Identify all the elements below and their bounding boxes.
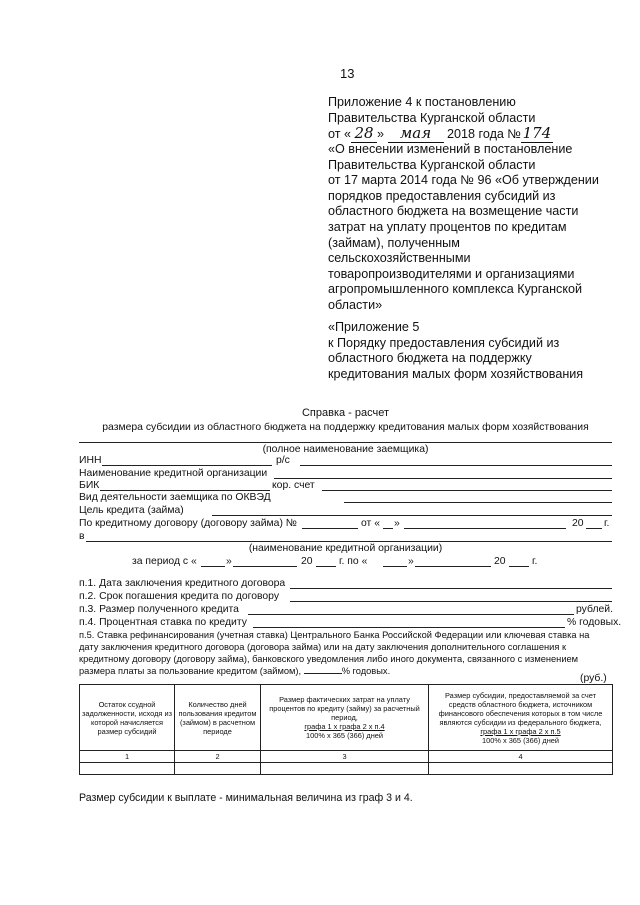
period-year1 xyxy=(316,566,336,567)
p5-line-last xyxy=(79,665,589,677)
period-g: г. xyxy=(532,556,538,567)
unit-label: (руб.) xyxy=(580,673,607,684)
table-row xyxy=(80,763,613,775)
okved-label: Вид деятельности заемщика по ОКВЭД xyxy=(79,492,271,503)
borrower-caption: (полное наименование заемщика) xyxy=(262,444,429,455)
header-actual-costs xyxy=(261,685,429,751)
period-month1 xyxy=(233,566,297,567)
kor-field xyxy=(322,490,612,491)
header-line2: Правительства Курганской области xyxy=(328,111,536,125)
rs-label: р/с xyxy=(276,455,290,466)
header-body-line: затрат на уплату процентов по кредитам xyxy=(328,219,567,234)
divisor-col3: 100% х 365 (366) дней xyxy=(305,731,384,740)
col-number: 2 xyxy=(175,751,261,763)
divisor-col4: 100% х 365 (366) дней xyxy=(481,735,560,745)
contract-year: 20 xyxy=(572,518,584,529)
period-q1: » xyxy=(226,556,232,567)
header-subsidy xyxy=(429,685,613,751)
handwritten-month: мая xyxy=(388,126,444,143)
col-number: 3 xyxy=(261,751,429,763)
header-subsidy-text: Размер субсидии, предоставляемой за счет средств областного бюджета, источником финансового обеспечения которых в том числе являются субсидии из федерального бюджета, xyxy=(438,690,603,727)
calculation-table xyxy=(79,684,613,775)
formula-col3: графа 1 х графа 2 х п.4 xyxy=(304,722,385,731)
header-body-line: от 17 марта 2014 года № 96 «Об утверждении xyxy=(328,173,599,188)
p3-unit: рублей. xyxy=(576,604,613,615)
contract-q: » xyxy=(394,518,400,529)
date-prefix: от « xyxy=(328,127,351,141)
okved-field xyxy=(344,502,612,503)
period-label: за период с « xyxy=(132,556,197,567)
col-number: 1 xyxy=(80,751,175,763)
table-cell xyxy=(175,763,261,775)
table-number-row xyxy=(80,751,613,763)
header-body-line: сельскохозяйственными xyxy=(328,251,471,266)
period-day1 xyxy=(201,566,225,567)
p2-field xyxy=(290,601,612,602)
purpose-field xyxy=(212,515,612,516)
p4-unit: % годовых. xyxy=(567,617,622,628)
formula-col4: графа 1 х графа 2 х п.5 xyxy=(480,726,561,736)
p5-field xyxy=(304,673,342,674)
header-body-line: «О внесении изменений в постановление xyxy=(328,142,573,156)
header-body-line: Правительства Курганской области xyxy=(328,157,536,172)
period-q2: » xyxy=(408,556,414,567)
p1-label: п.1. Дата заключения кредитного договора xyxy=(79,578,286,589)
table-cell xyxy=(261,763,429,775)
table-cell xyxy=(80,763,175,775)
bik-label: БИК xyxy=(79,480,100,491)
p1-field xyxy=(290,588,612,589)
period-month2 xyxy=(415,566,491,567)
period-20a: 20 xyxy=(301,556,313,567)
kor-label: кор. счет xyxy=(272,480,315,491)
form-subtitle: размера субсидии из областного бюджета на поддержку кредитования малых форм хозяйствования xyxy=(102,422,589,433)
p2-label: п.2. Срок погашения кредита по договору xyxy=(79,591,280,602)
inn-label: ИНН xyxy=(79,455,102,466)
period-20b: 20 xyxy=(494,556,506,567)
header-annex xyxy=(328,320,583,382)
inn-field xyxy=(102,465,272,466)
bank-name-field xyxy=(274,478,612,479)
rs-field xyxy=(300,465,612,466)
period-mid: г. по « xyxy=(339,556,368,567)
period-year2 xyxy=(509,566,529,567)
annex-line: областного бюджета на поддержку xyxy=(328,351,532,366)
contract-label: По кредитному договору (договору займа) № xyxy=(79,518,297,529)
col-number: 4 xyxy=(429,751,613,763)
annex-line: «Приложение 5 xyxy=(328,320,420,334)
page-number: 13 xyxy=(340,66,355,81)
table-header-row xyxy=(80,685,613,751)
contract-month-field xyxy=(404,528,566,529)
handwritten-number: 174 xyxy=(522,124,552,142)
p5-line: дату заключения кредитного договора (договора займа) или на дату заключения дополнительного соглашения к xyxy=(79,642,567,652)
header-body-line: товаропроизводителями и организациями xyxy=(328,266,575,281)
period-day2 xyxy=(383,566,407,567)
v-label: в xyxy=(79,531,85,542)
date-mid: » xyxy=(377,127,385,141)
header-date-line xyxy=(328,126,553,143)
header-body-line: (займам), полученным xyxy=(328,235,460,250)
header-body-line: порядков предоставления субсидий из xyxy=(328,188,556,203)
purpose-label: Цель кредита (займа) xyxy=(79,505,184,516)
header-actual-costs-text: Размер фактических затрат на уплату процентов по кредиту (займу) за расчетный период, xyxy=(269,695,420,722)
annex-line: кредитования малых форм хозяйствования xyxy=(328,366,584,381)
p5-text xyxy=(79,629,589,677)
header-balance: Остаток ссудной задолженности, исходя из которой начисляется размер субсидий xyxy=(80,685,175,751)
p4-field xyxy=(253,627,565,628)
header-body-line: области» xyxy=(328,297,383,312)
header-line1: Приложение 4 к постановлению xyxy=(328,95,516,109)
contract-year-field xyxy=(586,528,602,529)
p5-line: п.5. Ставка рефинансирования (учетная ставка) Центрального Банка Российской Федерации или ключевая ставка на xyxy=(79,630,590,640)
bank-name-label: Наименование кредитной организации xyxy=(79,468,268,479)
header-body-line: областного бюджета на возмещение части xyxy=(328,204,579,219)
contract-from: от « xyxy=(361,518,380,529)
date-year: 2018 года № xyxy=(447,127,521,141)
header-days: Количество дней пользования кредитом (займом) в расчетном периоде xyxy=(175,685,261,751)
contract-day-field xyxy=(383,528,393,529)
footer-note: Размер субсидии к выплате - минимальная величина из граф 3 и 4. xyxy=(79,792,413,804)
bank-caption: (наименование кредитной организации) xyxy=(248,543,443,554)
form-title: Справка - расчет xyxy=(301,407,390,419)
table-cell xyxy=(429,763,613,775)
p3-field xyxy=(248,614,574,615)
header-body-line: агропромышленного комплекса Курганской xyxy=(328,282,583,297)
p4-label: п.4. Процентная ставка по кредиту xyxy=(79,617,247,628)
p5-line: кредитному договору (договору займа), банковского уведомления либо иного документа, связанного с изменением xyxy=(79,654,579,664)
contract-g: г. xyxy=(604,518,610,529)
header-body xyxy=(328,142,599,314)
p5-tail: % годовых. xyxy=(341,666,391,676)
contract-number-field xyxy=(302,528,358,529)
p5-last: размера платы за пользование кредитом (займом), xyxy=(79,666,302,676)
p3-label: п.3. Размер полученного кредита xyxy=(79,604,239,615)
annex-line: к Порядку предоставления субсидий из xyxy=(328,335,560,350)
handwritten-day: 28 xyxy=(351,126,377,143)
